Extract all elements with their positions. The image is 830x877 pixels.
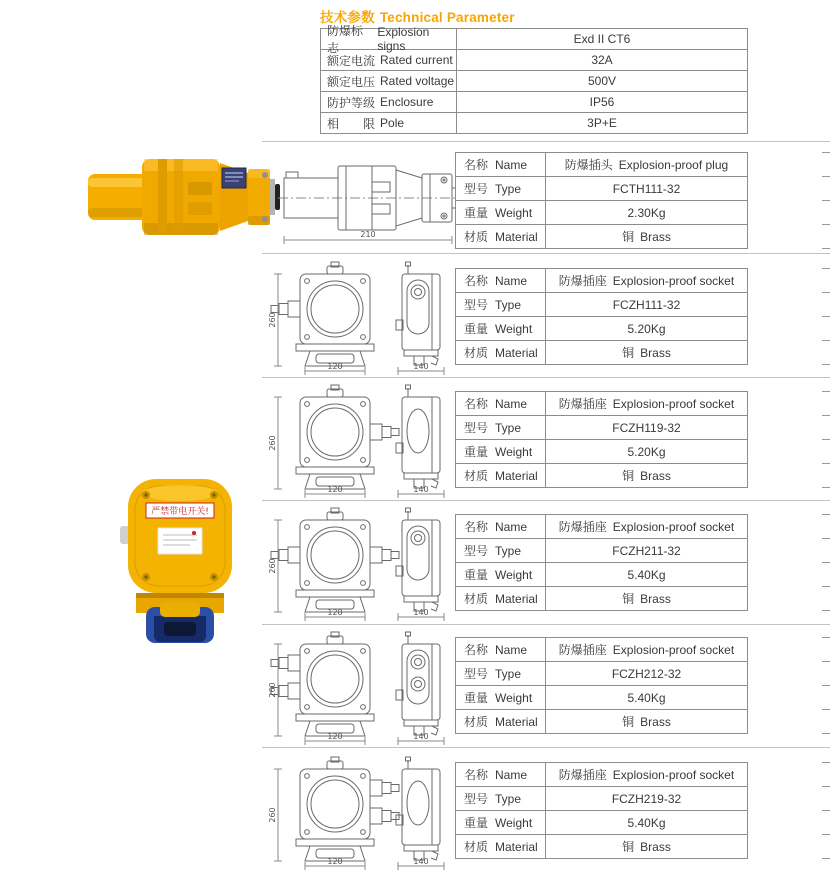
spec-table-fcth111-32	[455, 152, 748, 249]
spec-label	[456, 763, 546, 786]
material-en: Brass	[640, 345, 671, 360]
spec-label-en: Weight	[495, 444, 533, 459]
product-photo-socket	[120, 476, 242, 648]
row-line-stub	[822, 364, 830, 365]
spec-label	[456, 225, 546, 248]
spec-label	[456, 710, 546, 733]
material-en: Brass	[640, 591, 671, 606]
spec-value	[546, 587, 747, 610]
row-line-stub	[822, 762, 830, 763]
row-line-stub	[822, 391, 830, 392]
product-photo-plug	[84, 146, 280, 248]
spec-row-type	[456, 661, 747, 685]
product-name-cn: 防爆插座	[558, 520, 607, 534]
spec-value	[546, 225, 747, 248]
product-name-en: Explosion-proof socket	[612, 396, 735, 411]
param-label-cn: 额定电压	[327, 74, 376, 89]
socket-dimension-drawing	[268, 383, 460, 498]
spec-row-type	[456, 538, 747, 562]
row-line-stub	[822, 200, 830, 201]
technical-parameters-table	[320, 24, 748, 134]
product-name-en: Explosion-proof socket	[612, 642, 735, 657]
spec-value: 5.40Kg	[627, 815, 666, 830]
spec-table-fczh111-32	[455, 268, 748, 365]
spec-label-cn: 名称	[464, 768, 489, 782]
dimension-label: 120	[327, 485, 343, 494]
dimension-label: 140	[413, 732, 429, 741]
spec-value: FCZH111-32	[612, 297, 681, 312]
param-label	[321, 24, 457, 55]
section-divider	[262, 747, 830, 748]
spec-row-name	[456, 638, 747, 661]
spec-row-type	[456, 786, 747, 810]
material-cn: 铜	[622, 715, 635, 729]
spec-label-en: Name	[495, 642, 528, 657]
spec-value: FCZH211-32	[612, 543, 681, 558]
row-line-stub	[822, 415, 830, 416]
spec-row-weight	[456, 810, 747, 834]
spec-label	[456, 515, 546, 538]
dimension-label: 260	[268, 807, 277, 823]
material-cn: 铜	[622, 840, 635, 854]
material-en: Brass	[640, 714, 671, 729]
spec-label-en: Type	[495, 543, 522, 558]
material-cn: 铜	[622, 346, 635, 360]
spec-label-cn: 材质	[464, 840, 489, 854]
row-line-stub	[822, 834, 830, 835]
spec-label-en: Name	[495, 157, 528, 172]
spec-label	[456, 392, 546, 415]
spec-value: 2.30Kg	[627, 205, 666, 220]
spec-value	[546, 269, 747, 292]
spec-label-cn: 型号	[464, 421, 489, 435]
spec-label	[456, 835, 546, 858]
row-line-stub	[822, 562, 830, 563]
spec-label-en: Name	[495, 519, 528, 534]
param-label-cn: 额定电流	[327, 53, 376, 68]
spec-row-name	[456, 269, 747, 292]
param-value: 32A	[591, 53, 613, 67]
spec-label	[456, 686, 546, 709]
product-name-en: Explosion-proof socket	[612, 519, 735, 534]
section-divider	[262, 624, 830, 625]
spec-label-cn: 材质	[464, 715, 489, 729]
socket-dimension-drawing	[268, 630, 460, 745]
param-label-cn: 防护等级	[327, 95, 376, 110]
spec-label-en: Type	[495, 666, 522, 681]
section-divider	[262, 141, 830, 142]
row-line-stub	[822, 709, 830, 710]
dimension-label: 260	[268, 435, 277, 451]
spec-value: 5.40Kg	[627, 567, 666, 582]
row-line-stub	[822, 248, 830, 249]
dimension-label: 140	[413, 485, 429, 494]
spec-label	[456, 539, 546, 562]
spec-row-name	[456, 763, 747, 786]
spec-row-material	[456, 834, 747, 858]
row-line-stub	[822, 685, 830, 686]
spec-label-cn: 名称	[464, 158, 489, 172]
spec-value	[546, 464, 747, 487]
spec-value: 5.40Kg	[627, 690, 666, 705]
spec-label-en: Weight	[495, 690, 533, 705]
spec-label	[456, 787, 546, 810]
spec-label-cn: 型号	[464, 792, 489, 806]
warning-label: 严禁带电开关!	[151, 507, 209, 517]
spec-label-cn: 重量	[464, 568, 489, 582]
spec-label-en: Name	[495, 767, 528, 782]
spec-label	[456, 317, 546, 340]
spec-table-fczh212-32	[455, 637, 748, 734]
material-cn: 铜	[622, 230, 635, 244]
spec-label-cn: 型号	[464, 182, 489, 196]
spec-label-en: Material	[495, 839, 538, 854]
spec-row-material	[456, 463, 747, 487]
spec-value	[546, 638, 747, 661]
socket-dimension-drawing	[268, 506, 460, 621]
param-value: 500V	[587, 74, 617, 88]
spec-row-material	[456, 586, 747, 610]
spec-label	[456, 177, 546, 200]
spec-row-material	[456, 224, 747, 248]
section-divider	[262, 500, 830, 501]
param-value: 3P+E	[587, 116, 617, 130]
spec-value: 5.20Kg	[627, 444, 666, 459]
spec-label-cn: 材质	[464, 592, 489, 606]
row-line-stub	[822, 637, 830, 638]
param-label-en: Rated voltage	[380, 74, 455, 88]
spec-label-en: Material	[495, 591, 538, 606]
spec-label-en: Name	[495, 273, 528, 288]
product-name-cn: 防爆插座	[558, 768, 607, 782]
param-row-rated-voltage	[321, 70, 747, 91]
spec-label-cn: 重量	[464, 445, 489, 459]
param-label-en: Explosion signs	[377, 25, 430, 53]
spec-label-en: Material	[495, 468, 538, 483]
spec-label-cn: 重量	[464, 691, 489, 705]
spec-label-cn: 重量	[464, 206, 489, 220]
socket-dimension-drawing	[268, 755, 460, 870]
product-name-en: Explosion-proof socket	[612, 767, 735, 782]
spec-label-cn: 材质	[464, 346, 489, 360]
spec-label-en: Weight	[495, 321, 533, 336]
row-line-stub	[822, 610, 830, 611]
param-label-en: Pole	[380, 116, 405, 130]
spec-value	[546, 835, 747, 858]
dimension-label: 140	[413, 362, 429, 371]
product-name-cn: 防爆插座	[558, 643, 607, 657]
row-line-stub	[822, 316, 830, 317]
material-en: Brass	[640, 468, 671, 483]
spec-row-type	[456, 415, 747, 439]
spec-label-cn: 名称	[464, 643, 489, 657]
spec-row-type	[456, 176, 747, 200]
spec-label	[456, 811, 546, 834]
dimension-label: 120	[327, 608, 343, 617]
spec-label	[456, 153, 546, 176]
spec-label-cn: 重量	[464, 816, 489, 830]
row-line-stub	[822, 661, 830, 662]
spec-value	[546, 515, 747, 538]
spec-value	[546, 763, 747, 786]
spec-label-en: Weight	[495, 815, 533, 830]
plug-dimension-drawing	[276, 146, 460, 250]
spec-label-cn: 型号	[464, 667, 489, 681]
spec-row-weight	[456, 685, 747, 709]
row-line-stub	[822, 292, 830, 293]
material-cn: 铜	[622, 469, 635, 483]
spec-label-cn: 重量	[464, 322, 489, 336]
product-name-cn: 防爆插座	[558, 274, 607, 288]
spec-row-material	[456, 709, 747, 733]
spec-label-en: Material	[495, 229, 538, 244]
spec-label	[456, 638, 546, 661]
spec-label-cn: 名称	[464, 274, 489, 288]
row-line-stub	[822, 463, 830, 464]
spec-label	[456, 201, 546, 224]
spec-label-cn: 材质	[464, 469, 489, 483]
param-row-enclosure	[321, 91, 747, 112]
dimension-label: 260	[268, 558, 277, 574]
spec-value: FCZH119-32	[612, 420, 681, 435]
row-line-stub	[822, 514, 830, 515]
spec-row-type	[456, 292, 747, 316]
spec-label	[456, 563, 546, 586]
section-divider	[262, 253, 830, 254]
param-label	[321, 71, 457, 91]
spec-label	[456, 464, 546, 487]
product-name-cn: 防爆插座	[558, 397, 607, 411]
param-row-rated-current	[321, 49, 747, 70]
spec-value: FCTH111-32	[612, 181, 681, 196]
spec-value: FCZH212-32	[611, 666, 682, 681]
dimension-label: 120	[327, 857, 343, 866]
row-line-stub	[822, 586, 830, 587]
product-name-en: Explosion-proof socket	[612, 273, 735, 288]
row-line-stub	[822, 224, 830, 225]
param-row-pole	[321, 112, 747, 133]
dimension-label: 120	[327, 362, 343, 371]
row-line-stub	[822, 786, 830, 787]
param-label	[321, 50, 457, 70]
page-title-en: Technical Parameter	[379, 10, 515, 25]
spec-label-cn: 型号	[464, 298, 489, 312]
spec-row-weight	[456, 200, 747, 224]
dimension-label: 140	[413, 857, 429, 866]
material-en: Brass	[640, 229, 671, 244]
param-row-explosion-signs	[321, 24, 747, 55]
dimension-label: 140	[413, 608, 429, 617]
spec-label-en: Type	[495, 181, 522, 196]
row-line-stub	[822, 340, 830, 341]
spec-label	[456, 341, 546, 364]
spec-label	[456, 662, 546, 685]
spec-label	[456, 269, 546, 292]
param-value: IP56	[589, 95, 615, 109]
spec-label	[456, 440, 546, 463]
product-name-en: Explosion-proof plug	[618, 157, 729, 172]
spec-row-weight	[456, 439, 747, 463]
param-label-en: Enclosure	[380, 95, 434, 109]
param-label-cn: 相 限	[327, 116, 376, 131]
row-line-stub	[822, 439, 830, 440]
row-line-stub	[822, 858, 830, 859]
spec-table-fczh119-32	[455, 391, 748, 488]
spec-label	[456, 416, 546, 439]
spec-label	[456, 293, 546, 316]
spec-table-fczh219-32	[455, 762, 748, 859]
dimension-label: 260	[268, 312, 277, 328]
row-line-stub	[822, 152, 830, 153]
spec-label-en: Name	[495, 396, 528, 411]
row-line-stub	[822, 487, 830, 488]
product-name-cn: 防爆插头	[564, 158, 613, 172]
param-value: Exd II CT6	[573, 32, 631, 46]
spec-label-en: Type	[495, 420, 522, 435]
spec-row-weight	[456, 562, 747, 586]
row-line-stub	[822, 538, 830, 539]
spec-label-en: Material	[495, 345, 538, 360]
spec-row-material	[456, 340, 747, 364]
spec-label-cn: 名称	[464, 397, 489, 411]
spec-label-cn: 材质	[464, 230, 489, 244]
spec-value: FCZH219-32	[611, 791, 682, 806]
row-line-stub	[822, 733, 830, 734]
section-divider	[262, 377, 830, 378]
spec-label-en: Type	[495, 297, 522, 312]
param-label-en: Rated current	[380, 53, 453, 67]
material-cn: 铜	[622, 592, 635, 606]
page-title-cn: 技术参数	[320, 10, 375, 25]
spec-label-en: Weight	[495, 567, 533, 582]
spec-value	[546, 341, 747, 364]
row-line-stub	[822, 176, 830, 177]
socket-dimension-drawing	[268, 260, 460, 375]
spec-row-name	[456, 153, 747, 176]
spec-label-cn: 型号	[464, 544, 489, 558]
dimension-label: 120	[327, 732, 343, 741]
param-label	[321, 113, 457, 133]
spec-value	[546, 153, 747, 176]
spec-label-cn: 名称	[464, 520, 489, 534]
spec-value	[546, 392, 747, 415]
row-line-stub	[822, 268, 830, 269]
spec-label-en: Material	[495, 714, 538, 729]
spec-label	[456, 587, 546, 610]
spec-table-fczh211-32	[455, 514, 748, 611]
row-line-stub	[822, 810, 830, 811]
spec-label-en: Type	[495, 791, 522, 806]
spec-row-weight	[456, 316, 747, 340]
spec-row-name	[456, 515, 747, 538]
spec-value: 5.20Kg	[627, 321, 666, 336]
dimension-label: 260	[268, 682, 277, 698]
dimension-length: 210	[360, 230, 376, 239]
param-label-cn: 防爆标志	[327, 24, 364, 55]
spec-label-en: Weight	[495, 205, 533, 220]
spec-value	[546, 710, 747, 733]
spec-row-name	[456, 392, 747, 415]
param-label	[321, 92, 457, 112]
material-en: Brass	[640, 839, 671, 854]
